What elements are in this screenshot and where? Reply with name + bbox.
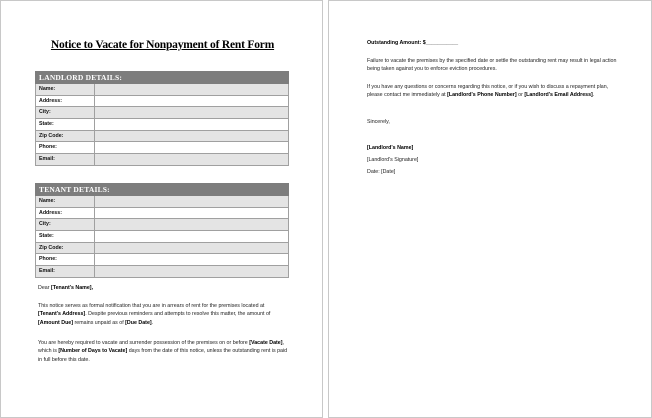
landlord-phone-placeholder: [Landlord's Phone Number] — [447, 92, 517, 99]
tenant-details-section — [35, 183, 289, 278]
text: or — [518, 92, 523, 99]
landlord-zip-row — [36, 131, 288, 143]
field-label: Phone: — [36, 254, 95, 265]
arrears-paragraph — [38, 302, 288, 327]
tenant-address-field[interactable] — [95, 208, 288, 219]
form-title: Notice to Vacate for Nonpayment of Rent Form — [50, 39, 275, 51]
vacate-date-placeholder: [Vacate Date] — [249, 340, 283, 346]
tenant-zip-field[interactable] — [95, 243, 288, 254]
field-label: Address: — [36, 96, 95, 107]
failure-paragraph: Failure to vacate the premises by the specified date or settle the outstanding rent may result in legal action being taken against you to enforce eviction procedures. — [367, 58, 617, 73]
field-label: Name: — [36, 84, 95, 95]
vacate-paragraph — [38, 339, 288, 364]
landlord-name-placeholder: [Landlord's Name] — [367, 145, 414, 151]
field-label: Address: — [36, 208, 95, 219]
landlord-state-row — [36, 119, 288, 131]
due-date-placeholder: [Due Date] — [125, 319, 152, 326]
salutation — [38, 284, 288, 292]
landlord-signature-placeholder: [Landlord's Signature] — [367, 157, 419, 163]
tenant-phone-row — [36, 254, 288, 266]
landlord-email-row — [36, 154, 288, 166]
sincerely-text: Sincerely, — [367, 119, 390, 125]
page-one — [0, 0, 323, 418]
text: You are hereby required to vacate and surrender possession of the premises on or before — [38, 340, 248, 346]
text: . — [592, 92, 595, 99]
text: . — [151, 319, 154, 326]
field-label: City: — [36, 219, 95, 230]
landlord-name-row — [36, 84, 288, 96]
tenant-phone-field[interactable] — [95, 254, 288, 265]
field-label: State: — [36, 119, 95, 130]
landlord-address-row — [36, 96, 288, 108]
tenant-state-field[interactable] — [95, 231, 288, 242]
landlord-details-section — [35, 71, 289, 166]
outstanding-amount: Outstanding Amount: $___________ — [367, 40, 459, 46]
tenant-details-table — [35, 196, 289, 278]
field-label: Email: — [36, 154, 95, 165]
landlord-details-table — [35, 84, 289, 166]
landlord-email-field[interactable] — [95, 154, 288, 165]
tenant-address-placeholder: [Tenant's Address] — [38, 311, 86, 318]
landlord-state-field[interactable] — [95, 119, 288, 130]
page-two — [328, 0, 652, 418]
text: , which is — [38, 340, 284, 355]
text: This notice serves as formal notification that you are in arrears of rent for the premises located at — [38, 303, 265, 309]
tenant-email-field[interactable] — [95, 266, 288, 277]
landlord-email-placeholder: [Landlord's Email Address] — [524, 92, 593, 99]
landlord-name-field[interactable] — [95, 84, 288, 95]
tenant-zip-row — [36, 243, 288, 255]
landlord-phone-row — [36, 142, 288, 154]
field-label: Zip Code: — [36, 243, 95, 254]
text: days from the date of this notice, unless the outstanding rent is paid in full before this date. — [38, 348, 288, 363]
date-placeholder: Date: [Date] — [367, 169, 396, 175]
tenant-city-row — [36, 219, 288, 231]
text: remains unpaid as of — [74, 319, 124, 326]
tenant-name-placeholder: [Tenant's Name], — [50, 285, 94, 291]
field-label: Zip Code: — [36, 131, 95, 142]
tenant-name-row — [36, 196, 288, 208]
field-label: Name: — [36, 196, 95, 207]
field-label: Email: — [36, 266, 95, 277]
tenant-city-field[interactable] — [95, 219, 288, 230]
tenant-state-row — [36, 231, 288, 243]
tenant-details-header: TENANT DETAILS: — [35, 183, 289, 196]
field-label: State: — [36, 231, 95, 242]
landlord-zip-field[interactable] — [95, 131, 288, 142]
days-to-vacate-placeholder: [Number of Days to Vacate] — [58, 348, 128, 355]
field-label: Phone: — [36, 142, 95, 153]
landlord-phone-field[interactable] — [95, 142, 288, 153]
text: . Despite previous reminders and attempts to resolve this matter, the amount of — [85, 311, 271, 318]
field-label: City: — [36, 107, 95, 118]
tenant-address-row — [36, 208, 288, 220]
landlord-address-field[interactable] — [95, 96, 288, 107]
dear-text: Dear — [38, 285, 50, 291]
landlord-city-field[interactable] — [95, 107, 288, 118]
tenant-email-row — [36, 266, 288, 278]
landlord-city-row — [36, 107, 288, 119]
amount-due-placeholder: [Amount Due] — [38, 319, 74, 326]
text: If you have any questions or concerns regarding this notice, or if you wish to discuss a repayment plan, please contact me immediately at — [367, 84, 609, 99]
contact-paragraph — [367, 83, 617, 100]
landlord-details-header: LANDLORD DETAILS: — [35, 71, 289, 84]
tenant-name-field[interactable] — [95, 196, 288, 207]
